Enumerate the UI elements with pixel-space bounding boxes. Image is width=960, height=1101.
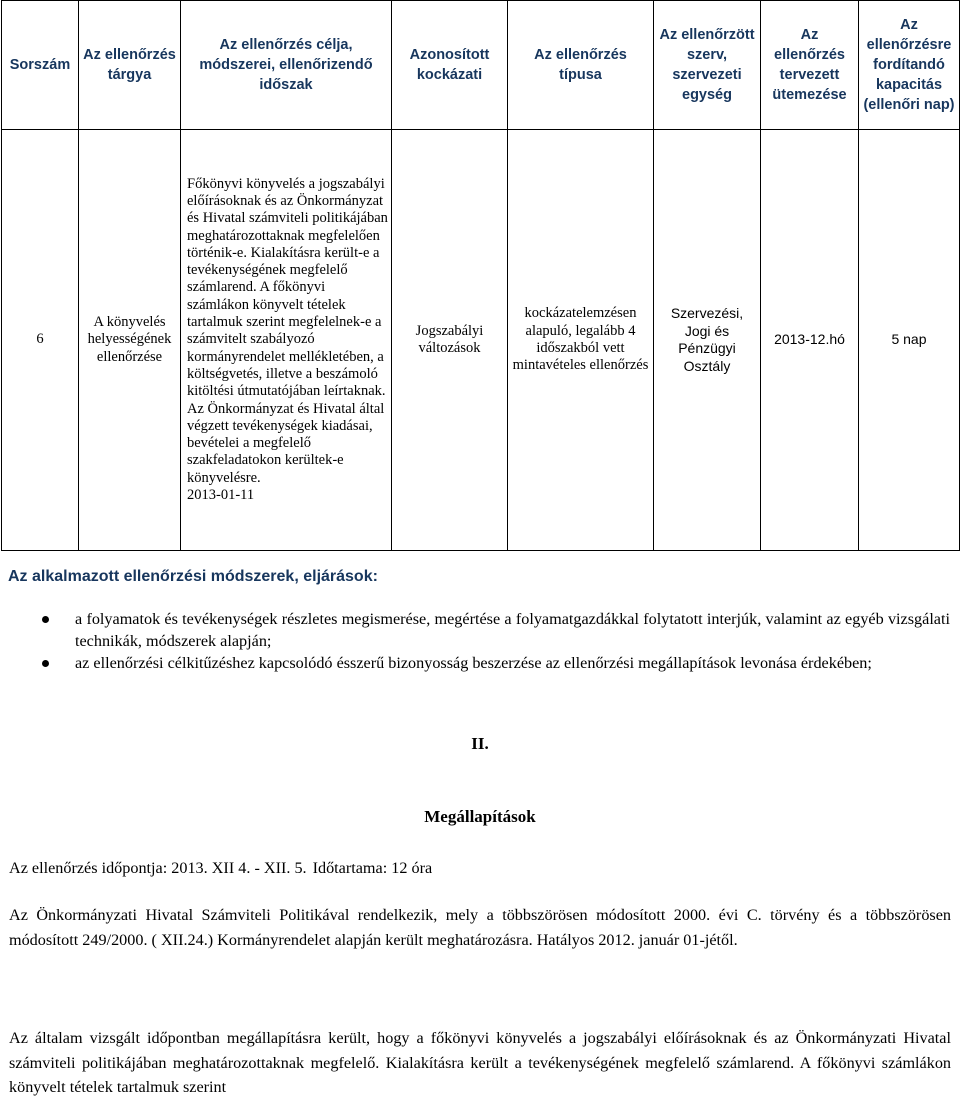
cell-planned-schedule: 2013-12.hó (761, 130, 859, 551)
table-header-row (2, 1, 960, 130)
cell-serial-number: 6 (2, 130, 79, 551)
section-title: Megállapítások (424, 807, 536, 826)
header-audit-type: Az ellenőrzés típusa (508, 1, 654, 130)
cell-identified-risks: Jogszabályi változások (392, 130, 508, 551)
header-audit-subject: Az ellenőrzés tárgya (79, 1, 181, 130)
cell-audit-goal (181, 130, 392, 551)
method-text: az ellenőrzési célkitűzéshez kapcsolódó ésszerű bizonyosság beszerzése az ellenőrzési megállapítások levonása érdekében; (75, 654, 872, 672)
header-serial-number: Sorszám (2, 1, 79, 130)
table-row (2, 130, 960, 551)
header-capacity: Az ellenőrzésre fordítandó kapacitás (ellenőri nap) (859, 1, 960, 130)
paragraph-findings: Az általam vizsgált időpontban megállapításra került, hogy a főkönyvi könyvelés a jogszabályi előírásoknak és az Önkormányzati Hivatal számviteli politikájában meghatározottaknak megfelelő. Kialakításra került a tevékenységének megfelelő számlarend. A főkönyvi számlákon könyvelt tételek tartalmuk szerint (9, 1029, 951, 1097)
bullet-icon (42, 616, 49, 623)
list-item (40, 608, 950, 652)
paragraph-accounting-policy: Az Önkormányzati Hivatal Számviteli Politikával rendelkezik, mely a többszörösen módosított 2000. évi C. törvény és a többszörösen módosított 249/2000. ( XII.24.) Kormányrendelet alapján került meghatározásra. Hatályos 2012. január 01-jétől. (9, 906, 951, 949)
goal-period: 2013-01-11 (187, 487, 255, 504)
methods-heading: Az alkalmazott ellenőrzési módszerek, eljárások: (8, 568, 378, 585)
methods-list (40, 608, 950, 674)
header-planned-schedule: Az ellenőrzés tervezett ütemezése (761, 1, 859, 130)
cell-audit-type: kockázatelemzésen alapuló, legalább 4 időszakból vett mintavételes ellenőrzés (508, 130, 654, 551)
cell-audit-subject: A könyvelés helyességének ellenőrzése (79, 130, 181, 551)
audit-date: Az ellenőrzés időpontja: 2013. XII 4. - XII. 5. (9, 859, 307, 877)
audit-duration: Időtartama: 12 óra (312, 859, 433, 877)
header-audited-unit: Az ellenőrzött szerv, szervezeti egység (654, 1, 761, 130)
method-text: a folyamatok és tevékenységek részletes megismerése, megértése a folyamatgazdákkal folytatott interjúk, valamint az egyéb vizsgálati technikák, módszerek alapján; (75, 610, 950, 650)
audit-date-line (9, 856, 951, 881)
header-audit-goal: Az ellenőrzés célja, módszerei, ellenőrizendő időszak (181, 1, 392, 130)
header-identified-risks: Azonosított kockázati (392, 1, 508, 130)
list-item (40, 652, 950, 674)
cell-capacity: 5 nap (859, 130, 960, 551)
goal-text: Főkönyvi könyvelés a jogszabályi előírásoknak és az Önkormányzat és Hivatal számviteli politikájában meghatározottaknak megfelelően történik-e. Kialakításra került-e a tevékenységének megfelelő számlarend. A főkönyvi számlákon könyvelt tételek tartalmuk szerint megfelelnek-e a számvitelt szabályozó kormányrendelet mellékletében, a költségvetés, illetve a beszámoló kitöltési útmutatójában leírtaknak. Az Önkormányzat és Hivatal által végzett tevékenységek kiadásai, bevételei a megfelelő szakfeladatokon kerültek-e könyvelésre. (187, 175, 388, 486)
audit-plan-table (1, 0, 960, 551)
cell-audited-unit: Szervezési, Jogi és Pénzügyi Osztály (654, 130, 761, 551)
bullet-icon (42, 660, 49, 667)
section-number: II. (471, 734, 489, 753)
